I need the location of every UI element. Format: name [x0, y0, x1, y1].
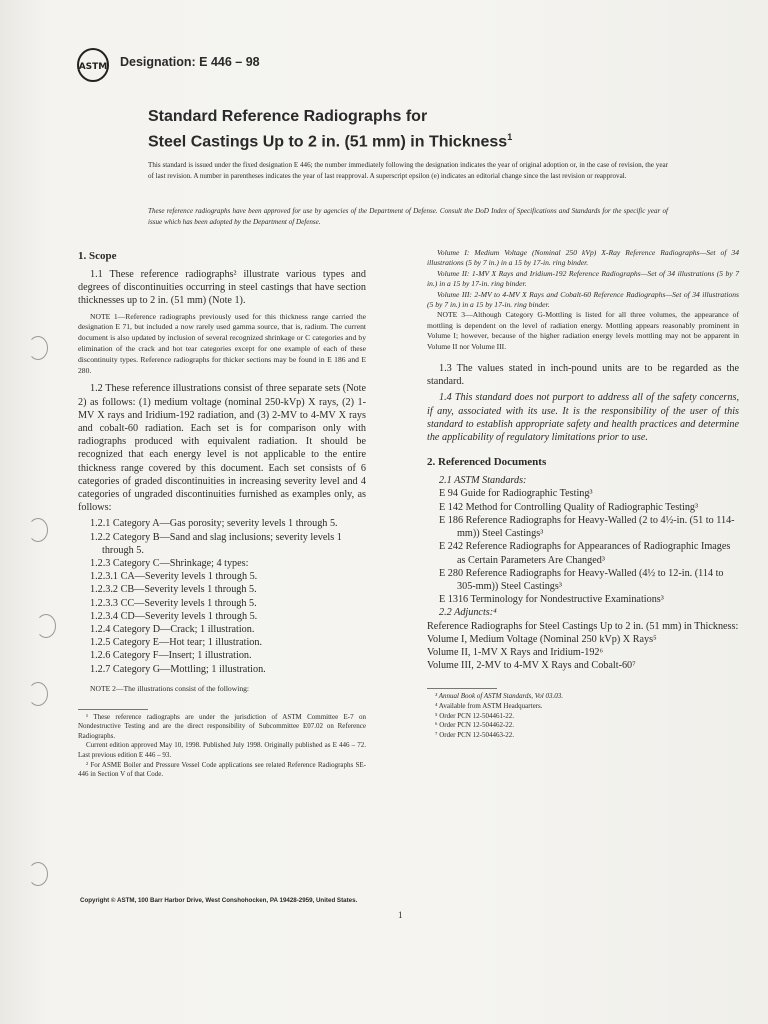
list-item: 1.2.3.3 CC—Severity levels 1 through 5.: [90, 597, 257, 609]
astm-logo: [76, 48, 110, 82]
logo-text: ASTM: [78, 62, 108, 72]
list-item: 1.2.3.4 CD—Severity levels 1 through 5.: [90, 610, 258, 622]
standard-notice: This standard is issued under the fixed designation E 446; the number immediately following the designation indicates the year of original adoption or, in the case of revision, the year of last revision. A number in parentheses indicates the year of last reapproval. A superscript epsilon (e) indicates an editorial change since the last revision or reapproval.: [148, 161, 668, 180]
adjunct-item: Volume II, 1-MV X Rays and Iridium-192⁶: [427, 646, 604, 658]
binder-hole: [28, 336, 48, 360]
volume-1-description: Volume I: Medium Voltage (Nominal 250 kVp) X-Ray Reference Radiographs—Set of 34 illustrations (5 by 7 in.) in a 15 by 17-in. ring binder.: [427, 248, 739, 268]
paragraph-1-1: 1.1 These reference radiographs² illustrate various types and degrees of discontinuities occurring in steel castings that have section thicknesses up to 2 in. (51 mm) (Note 1).: [78, 269, 366, 307]
list-item: 1.2.6 Category F—Insert; 1 illustration.: [90, 650, 252, 662]
category-list: [78, 517, 366, 675]
footnote: Current edition approved May 10, 1998. Published July 1998. Originally published as E 446 – 72. Last previous edition E 446 – 93.: [78, 741, 366, 760]
binder-hole: [36, 614, 56, 638]
footnote-rule: [78, 709, 148, 710]
paragraph-1-3: 1.3 The values stated in inch-pound units are to be regarded as the standard.: [427, 363, 739, 388]
binder-hole: [28, 682, 48, 706]
footnote: ³ Annual Book of ASTM Standards, Vol 03.03.: [435, 692, 563, 701]
binder-hole: [28, 862, 48, 886]
note-2: NOTE 2—The illustrations consist of the following:: [90, 683, 250, 693]
list-item: 1.2.3 Category C—Shrinkage; 4 types:: [90, 558, 249, 570]
page-number: 1: [398, 910, 403, 920]
left-column: [78, 250, 366, 780]
list-item: 1.2.3.2 CB—Severity levels 1 through 5.: [90, 584, 257, 596]
reference-item: E 1316 Terminology for Nondestructive Examinations³: [439, 594, 664, 606]
list-item: 1.2.2 Category B—Sand and slag inclusions; severity levels 1 through 5.: [90, 531, 342, 556]
footnote: ¹ These reference radiographs are under the jurisdiction of ASTM Committee E-7 on Nondestructive Testing and are the direct responsibility of Subcommittee E07.02 on Reference Radiographs.: [78, 712, 366, 740]
adjunct-item: Volume I, Medium Voltage (Nominal 250 kVp) X Rays⁵: [427, 633, 657, 645]
reference-list: [439, 487, 739, 606]
reference-item: E 94 Guide for Radiographic Testing³: [439, 488, 593, 500]
list-item: 1.2.1 Category A—Gas porosity; severity levels 1 through 5.: [90, 518, 338, 530]
volume-2-description: Volume II: 1-MV X Rays and Iridium-192 Reference Radiographs—Set of 34 illustrations (5 by 7 in.) in a 15 by 17-in. ring binder.: [427, 268, 739, 289]
volume-3-description: Volume III: 2-MV to 4-MV X Rays and Cobalt-60 Reference Radiographs—Set of 34 illustrations (5 by 7 in.) in a 15 by 17-in. ring binder.: [427, 289, 739, 310]
adjunct-item: Reference Radiographs for Steel Castings Up to 2 in. (51 mm) in Thickness:: [427, 620, 739, 632]
approval-notice: These reference radiographs have been approved for use by agencies of the Department of Defense. Consult the DoD Index of Specifications and Standards for the specific year of issue which has been adopted by the Department of Defense.: [148, 207, 668, 226]
footnote: ⁶ Order PCN 12-504462-22.: [435, 721, 515, 730]
footnote-rule: [427, 688, 497, 689]
list-item: 1.2.5 Category E—Hot tear; 1 illustration.: [90, 637, 263, 649]
astm-standards-label: 2.1 ASTM Standards:: [439, 475, 527, 487]
footnote: ⁴ Available from ASTM Headquarters.: [435, 701, 543, 710]
title-line-2: Steel Castings Up to 2 in. (51 mm) in Thickness$^1$: [148, 132, 513, 151]
section-heading-referenced-documents: 2. Referenced Documents: [427, 456, 547, 469]
right-column: [427, 248, 739, 740]
list-item: 1.2.7 Category G—Mottling; 1 illustration.: [90, 663, 266, 675]
note-3: NOTE 3—Although Category G-Mottling is listed for all three volumes, the appearance of mottling is dependent on the level of radiation energy. Mottling appears reasonably prominent in Volume I; however, because of the higher radiation energy levels mottling may not be apparent in Volume II nor Volume III.: [427, 310, 739, 351]
adjunct-item: Volume III, 2-MV to 4-MV X Rays and Cobalt-60⁷: [427, 660, 636, 672]
reference-item: E 186 Reference Radiographs for Heavy-Walled (2 to 4½-in. (51 to 114-mm)) Steel Castings³: [439, 514, 735, 540]
section-heading-scope: 1. Scope: [78, 250, 117, 262]
binder-hole: [28, 518, 48, 542]
footnote: ⁵ Order PCN 12-504461-22.: [435, 711, 515, 720]
footnote: ⁷ Order PCN 12-504463-22.: [435, 730, 515, 739]
list-item: 1.2.4 Category D—Crack; 1 illustration.: [90, 624, 255, 636]
paragraph-1-2: 1.2 These reference illustrations consist of three separate sets (Note 2) as follows: (1) medium voltage (nominal 250-kVp) X rays, (2) 1-MV X rays and Iridium-192 radiation, and (3) 2-MV to 4-MV X rays and cobalt-60 radiation. Each set is for comparison only with radiographs produced with equivalent radiation. It should be recognized that each energy level is not applicable to the entire thickness range covered by this document. Each set consists of 6 categories of graded discontinuities in increasing severity level and 4 categories of ungraded discontinuities furnished as examples only, as follows:: [78, 383, 366, 514]
reference-item: E 242 Reference Radiographs for Appearances of Radiographic Images as Certain Parameters Are Changed³: [439, 541, 731, 566]
adjuncts-label: 2.2 Adjuncts:⁴: [439, 607, 497, 619]
list-item: 1.2.3.1 CA—Severity levels 1 through 5.: [90, 571, 258, 583]
copyright-notice: Copyright © ASTM, 100 Barr Harbor Drive, West Conshohocken, PA 19428-2959, United States.: [80, 897, 358, 904]
document-title: [148, 107, 628, 152]
footnote: ² For ASME Boiler and Pressure Vessel Code applications see related Reference Radiographs SE-446 in Section V of that Code.: [78, 760, 366, 779]
note-1: NOTE 1—Reference radiographs previously used for this thickness range carried the designation E 71, but included a now rarely used gamma source, that is, radium. The current document is also updated by inclusion of several recognized shrinkage or C categories and by elimination of the crack and hot tear categories except for one example of each of these discontinuity types. Reference radiographs for thicker sections may be found in E 186 and E 280.: [78, 311, 366, 375]
designation: Designation: E 446 – 98: [120, 55, 260, 69]
title-line-1: Standard Reference Radiographs for: [148, 108, 428, 125]
reference-item: E 142 Method for Controlling Quality of Radiographic Testing³: [439, 501, 699, 513]
paragraph-1-4: 1.4 This standard does not purport to address all of the safety concerns, if any, associated with its use. It is the responsibility of the user of this standard to establish appropriate safety and health practices and determine the applicability of regulatory limitations prior to use.: [427, 392, 739, 444]
reference-item: E 280 Reference Radiographs for Heavy-Walled (4½ to 12-in. (114 to 305-mm)) Steel Castings³: [439, 567, 724, 592]
